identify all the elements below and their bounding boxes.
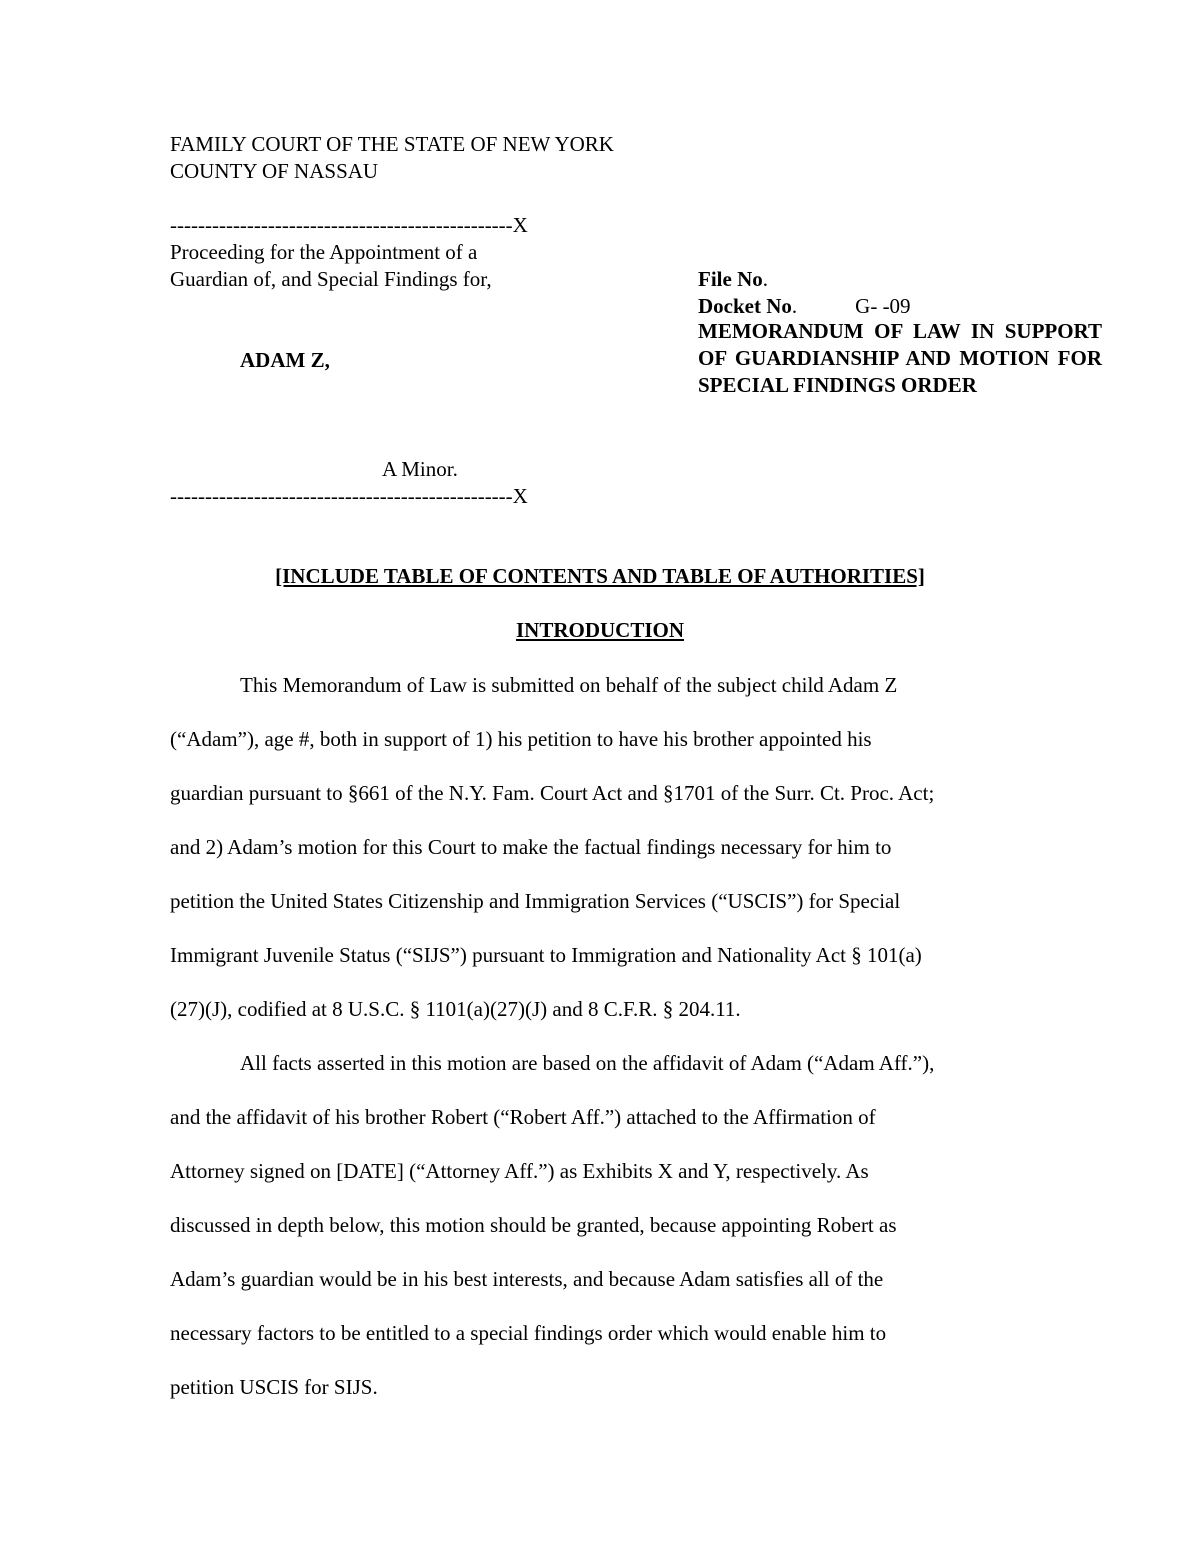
paragraph-1-line: (“Adam”), age #, both in support of 1) his petition to have his brother appointed his [170, 727, 872, 751]
docket-no [698, 296, 911, 317]
toc-note-heading: [INCLUDE TABLE OF CONTENTS AND TABLE OF AUTHORITIES] [275, 564, 925, 588]
paragraph-2-line: discussed in depth below, this motion should be granted, because appointing Robert as [170, 1213, 897, 1237]
paragraph-1-line: This Memorandum of Law is submitted on behalf of the subject child Adam Z [240, 673, 898, 697]
paragraph-1-line: petition the United States Citizenship and Immigration Services (“USCIS”) for Special [170, 889, 901, 913]
party-name: ADAM Z, [240, 348, 330, 372]
county-name: COUNTY OF NASSAU [170, 159, 379, 183]
caption-separator-top: -------------------------------------------------X [170, 213, 528, 237]
paragraph-1-line: Immigrant Juvenile Status (“SIJS”) pursuant to Immigration and Nationality Act § 101(a) [170, 943, 922, 967]
file-no [698, 269, 768, 290]
court-name: FAMILY COURT OF THE STATE OF NEW YORK [170, 132, 614, 156]
paragraph-1-line: and 2) Adam’s motion for this Court to make the factual findings necessary for him to [170, 835, 892, 859]
paragraph-1-line: (27)(J), codified at 8 U.S.C. § 1101(a)(27)(J) and 8 C.F.R. § 204.11. [170, 997, 741, 1021]
caption-separator-bottom: -------------------------------------------------X [170, 484, 528, 508]
paragraph-2-line: petition USCIS for SIJS. [170, 1375, 378, 1399]
paragraph-2-line: Adam’s guardian would be in his best interests, and because Adam satisfies all of the [170, 1267, 884, 1291]
docket-no-label: Docket No [698, 294, 792, 318]
paragraph-2-line: necessary factors to be entitled to a special findings order which would enable him to [170, 1321, 887, 1345]
proceeding-line-1: Proceeding for the Appointment of a [170, 240, 478, 264]
introduction-heading: INTRODUCTION [515, 618, 685, 642]
file-no-label: File No [698, 267, 763, 291]
file-no-suffix: . [762, 267, 768, 291]
document-title: MEMORANDUM OF LAW IN SUPPORT OF GUARDIANSHIP AND MOTION FOR SPECIAL FINDINGS ORDER [698, 319, 1102, 397]
paragraph-2-line: All facts asserted in this motion are based on the affidavit of Adam (“Adam Aff.”), [240, 1051, 935, 1075]
proceeding-line-2: Guardian of, and Special Findings for, [170, 267, 492, 291]
docket-no-suffix: . [791, 294, 798, 318]
docket-no-value: G- -09 [855, 294, 911, 318]
paragraph-2-line: Attorney signed on [DATE] (“Attorney Aff.”) as Exhibits X and Y, respectively. As [170, 1159, 869, 1183]
paragraph-2-line: and the affidavit of his brother Robert (“Robert Aff.”) attached to the Affirmation of [170, 1105, 876, 1129]
paragraph-1-line: guardian pursuant to §661 of the N.Y. Fam. Court Act and §1701 of the Surr. Ct. Proc. Act; [170, 781, 935, 805]
minor-label: A Minor. [382, 457, 458, 481]
